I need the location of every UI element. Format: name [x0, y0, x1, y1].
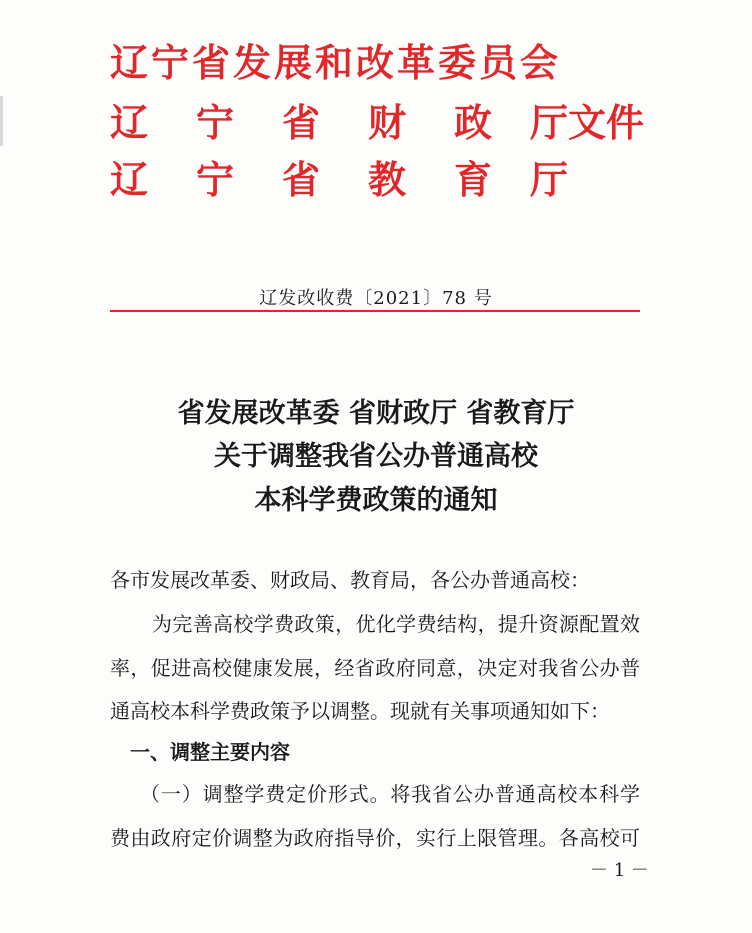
issuer-line-3-char: 省 [282, 158, 321, 202]
section-heading-1: 一、调整主要内容 [130, 740, 290, 764]
addressee: 各市发展改革委、财政局、教育局，各公办普通高校： [110, 568, 590, 592]
page-number: － 1 － [590, 860, 649, 881]
issuer-line-1: 辽宁省发展和改革委员会 [110, 41, 562, 85]
paragraph-1-line-2: 率，促进高校健康发展，经省政府同意，决定对我省公办普 [110, 656, 640, 680]
issuer-line-2-char: 财 [368, 101, 407, 145]
title-line-2: 关于调整我省公办普通高校 [214, 441, 538, 472]
issuer-line-2-char: 宁 [196, 101, 235, 145]
paragraph-2-line-1: （一）调整学费定价形式。将我省公办普通高校本科学 [140, 782, 640, 806]
issuer-line-2-char: 厅文件 [530, 101, 645, 145]
issuer-line-3-char: 宁 [196, 158, 235, 202]
issuer-line-3-char: 育 [454, 158, 493, 202]
title-line-1: 省发展改革委 省财政厅 省教育厅 [177, 398, 575, 429]
paragraph-2-line-2: 费由政府定价调整为政府指导价，实行上限管理。各高校可 [110, 826, 640, 850]
document-number: 辽发改收费〔2021〕78 号 [259, 288, 493, 309]
issuer-line-2-char: 省 [282, 101, 321, 145]
issuer-line-3-char: 教 [368, 158, 407, 202]
header-divider [110, 310, 640, 312]
paragraph-1-line-3: 通高校本科学费政策予以调整。现就有关事项通知如下： [110, 699, 610, 723]
issuer-line-3-char: 辽 [110, 158, 149, 202]
scan-edge-mark [0, 96, 3, 146]
paragraph-1-line-1: 为完善高校学费政策，优化学费结构，提升资源配置效 [152, 612, 640, 636]
issuer-line-2-char: 政 [454, 101, 493, 145]
issuer-line-2-char: 辽 [110, 101, 149, 145]
issuer-line-3-char: 厅 [530, 158, 569, 202]
title-line-3: 本科学费政策的通知 [254, 485, 498, 516]
